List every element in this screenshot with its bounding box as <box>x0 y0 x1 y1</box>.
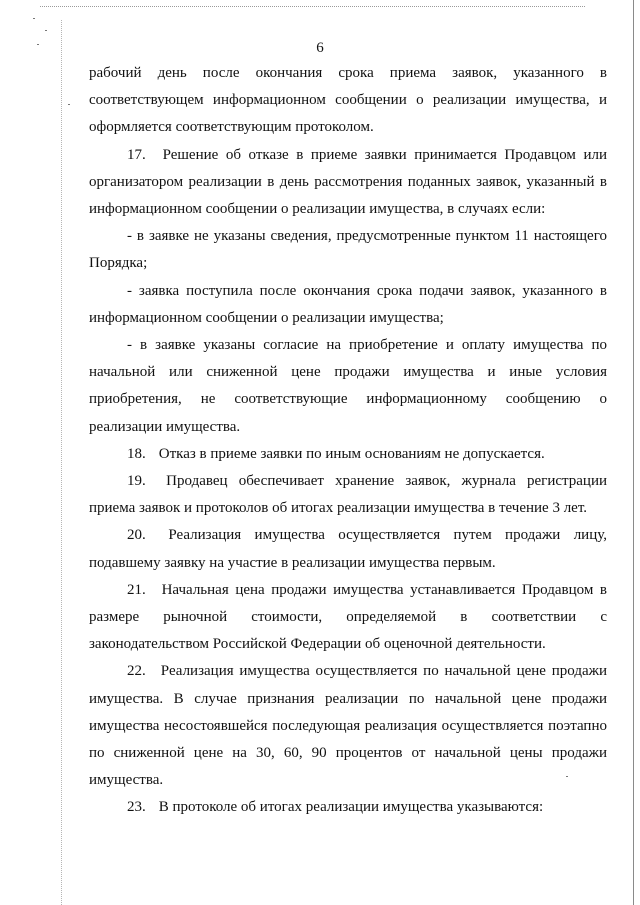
paragraph-text: - в заявке не указаны сведения, предусмотренные пунктом 11 настоящего Порядка; <box>89 228 607 272</box>
paragraph-text: Реализация имущества осуществляется путем продажи лицу, подавшему заявку на участие в реализации имущества первым. <box>89 527 607 571</box>
item-number: 21. <box>127 581 146 598</box>
scan-edge-left <box>61 20 62 905</box>
item-number: 19. <box>127 473 146 490</box>
paragraph-text: Решение об отказе в приеме заявки принимается Продавцом или организатором реализации в день рассмотрения поданных заявок, указанный в информационном сообщении о реализации имущества, в случаях если: <box>89 146 608 218</box>
paragraph-text: - заявка поступила после окончания срока подачи заявок, указанного в информационном сообщении о реализации имущества; <box>89 282 607 326</box>
page-number: 6 <box>316 40 324 56</box>
paragraph-text: рабочий день после окончания срока приема заявок, указанного в соответствующем информационном сообщении о реализации имущества, и оформляется соответствующим протоколом. <box>89 65 607 136</box>
paragraph-text: Отказ в приеме заявки по иным основаниям не допускается. <box>158 445 545 462</box>
item-number: 23. <box>127 799 146 816</box>
scan-edge-right <box>633 0 634 905</box>
paragraph-item-23 <box>89 794 607 821</box>
paragraph-text: В протоколе об итогах реализации имущества указываются: <box>158 799 544 816</box>
paragraph-item-18 <box>89 441 607 468</box>
paragraph-item-20 <box>89 522 607 576</box>
list-item <box>89 223 607 277</box>
item-number: 17. <box>127 146 146 163</box>
paragraph-item-19 <box>89 468 607 522</box>
scan-speck <box>45 30 47 31</box>
item-number: 20. <box>127 527 146 544</box>
item-number: 22. <box>127 663 146 680</box>
paragraph-text: Реализация имущества осуществляется по начальной цене продажи имущества. В случае признания реализации по начальной цене продажи имущества несостоявшейся последующая реализация осуществляется поэтапно по сниженной цене на 30, 60, 90 процентов от начальной цены продажи имущества. <box>89 663 608 789</box>
paragraph-item-21 <box>89 577 607 659</box>
paragraph-text: - в заявке указаны согласие на приобретение и оплату имущества по начальной или сниженной цене продажи имущества и иные условия приобретения, не соответствующие информационному сообщению о реализации имущества. <box>89 337 607 435</box>
paragraph-text: Продавец обеспечивает хранение заявок, журнала регистрации приема заявок и протоколов об итогах реализации имущества в течение 3 лет. <box>89 473 608 517</box>
scan-speck <box>33 18 35 19</box>
paragraph-continuation <box>89 60 607 142</box>
paragraph-text: Начальная цена продажи имущества устанавливается Продавцом в размере рыночной стоимости, определяемой в соответствии с законодательством Российской Федерации об оценочной деятельности. <box>89 581 607 653</box>
scan-speck <box>68 104 70 105</box>
paragraph-item-22 <box>89 658 607 794</box>
list-item <box>89 332 607 441</box>
item-number: 18. <box>127 445 146 462</box>
scan-edge-top <box>40 6 585 7</box>
list-item <box>89 278 607 332</box>
paragraph-item-17 <box>89 142 607 224</box>
body-text <box>89 60 607 822</box>
